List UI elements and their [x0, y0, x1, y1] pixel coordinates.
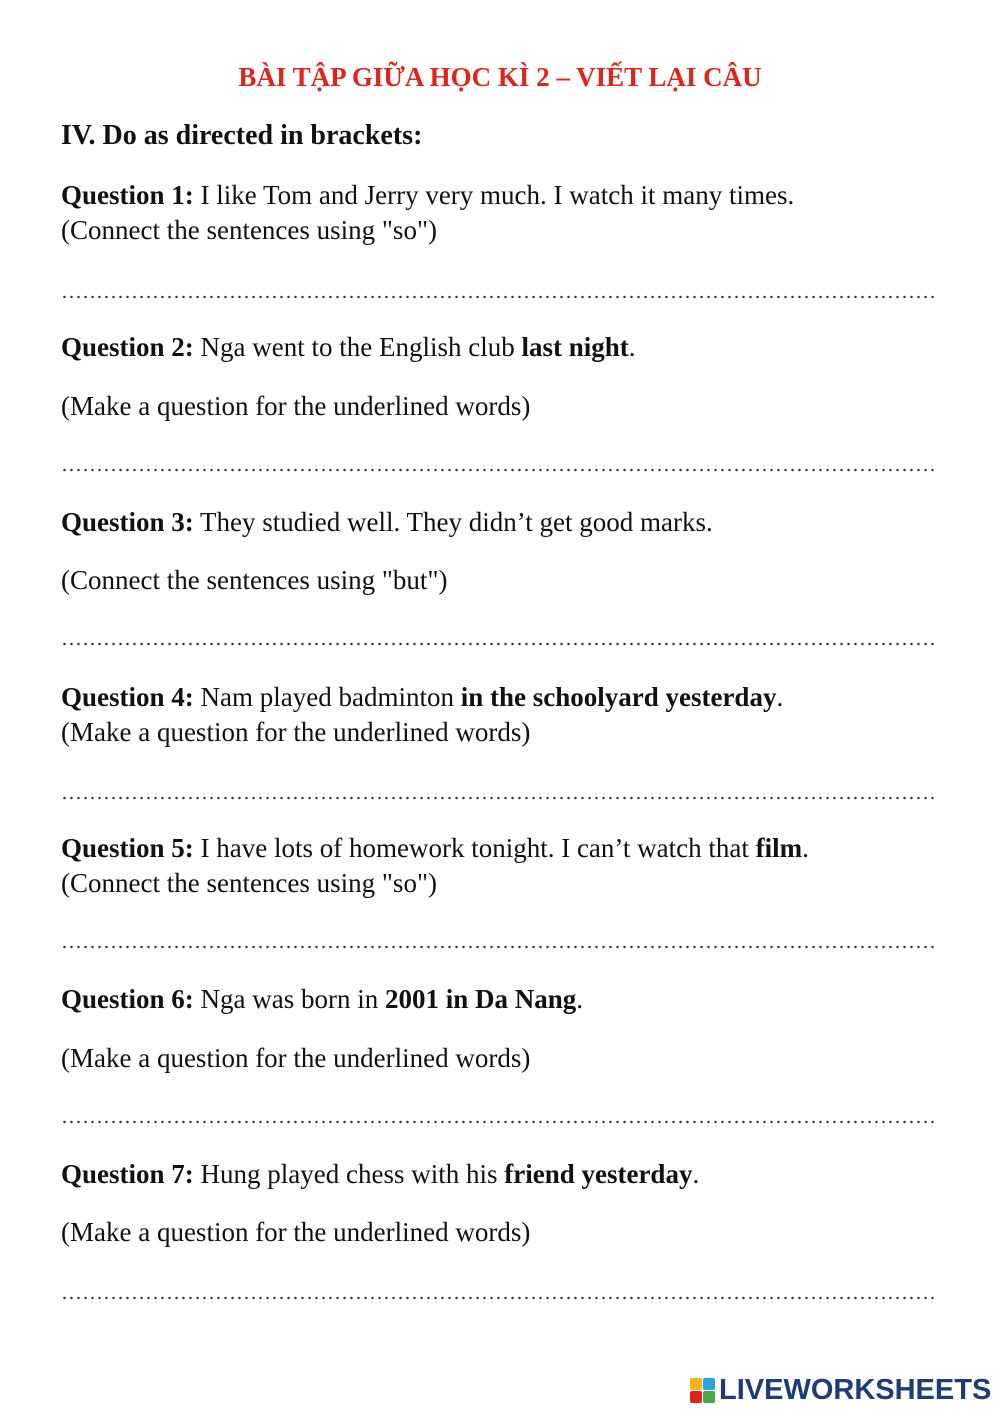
question-label: Question 6: — [61, 984, 194, 1014]
question-4-text: Question 4: Nam played badminton in the schoolyard yesterday. — [61, 682, 784, 712]
answer-line-4[interactable] — [61, 794, 936, 802]
question-4-instruction: (Make a question for the underlined words) — [61, 717, 531, 747]
question-label: Question 3: — [61, 507, 194, 537]
section-heading: IV. Do as directed in brackets: — [61, 120, 423, 151]
question-6-instruction: (Make a question for the underlined words) — [61, 1043, 531, 1073]
question-7-text: Question 7: Hung played chess with his friend yesterday. — [61, 1159, 700, 1189]
question-7-instruction: (Make a question for the underlined words) — [61, 1217, 531, 1247]
answer-line-1[interactable] — [61, 293, 936, 301]
underlined-words: in the schoolyard yesterday — [460, 682, 777, 712]
question-6-text: Question 6: Nga was born in 2001 in Da Nang. — [61, 984, 584, 1014]
underlined-words: film — [755, 833, 803, 863]
logo-text: LIVEWORKSHEETS — [719, 1373, 992, 1406]
question-1-instruction: (Connect the sentences using "so") — [61, 215, 437, 245]
question-1-text: Question 1: I like Tom and Jerry very much. I watch it many times. — [61, 180, 795, 210]
question-5-text: Question 5: I have lots of homework tonight. I can’t watch that film. — [61, 833, 809, 863]
question-5-instruction: (Connect the sentences using "so") — [61, 868, 437, 898]
liveworksheets-logo — [690, 1374, 991, 1406]
question-label: Question 1: — [61, 180, 194, 210]
answer-line-7[interactable] — [61, 1294, 936, 1302]
question-label: Question 4: — [61, 682, 194, 712]
answer-line-6[interactable] — [61, 1118, 936, 1126]
underlined-words: 2001 in Da Nang — [384, 984, 577, 1014]
question-label: Question 7: — [61, 1159, 194, 1189]
question-3-text: Question 3: They studied well. They didn’t get good marks. — [61, 507, 713, 537]
question-2-text: Question 2: Nga went to the English club last night. — [61, 332, 636, 362]
underlined-words: last night — [521, 332, 629, 362]
underlined-words: friend yesterday — [504, 1159, 693, 1189]
question-label: Question 5: — [61, 833, 194, 863]
page-title: BÀI TẬP GIỮA HỌC KÌ 2 – VIẾT LẠI CÂU — [238, 62, 762, 92]
answer-line-2[interactable] — [61, 466, 936, 474]
answer-line-3[interactable] — [61, 640, 936, 648]
question-3-instruction: (Connect the sentences using "but") — [61, 565, 448, 595]
liveworksheets-logo-icon — [690, 1378, 715, 1403]
question-label: Question 2: — [61, 332, 194, 362]
question-2-instruction: (Make a question for the underlined words) — [61, 391, 531, 421]
answer-line-5[interactable] — [61, 943, 936, 951]
